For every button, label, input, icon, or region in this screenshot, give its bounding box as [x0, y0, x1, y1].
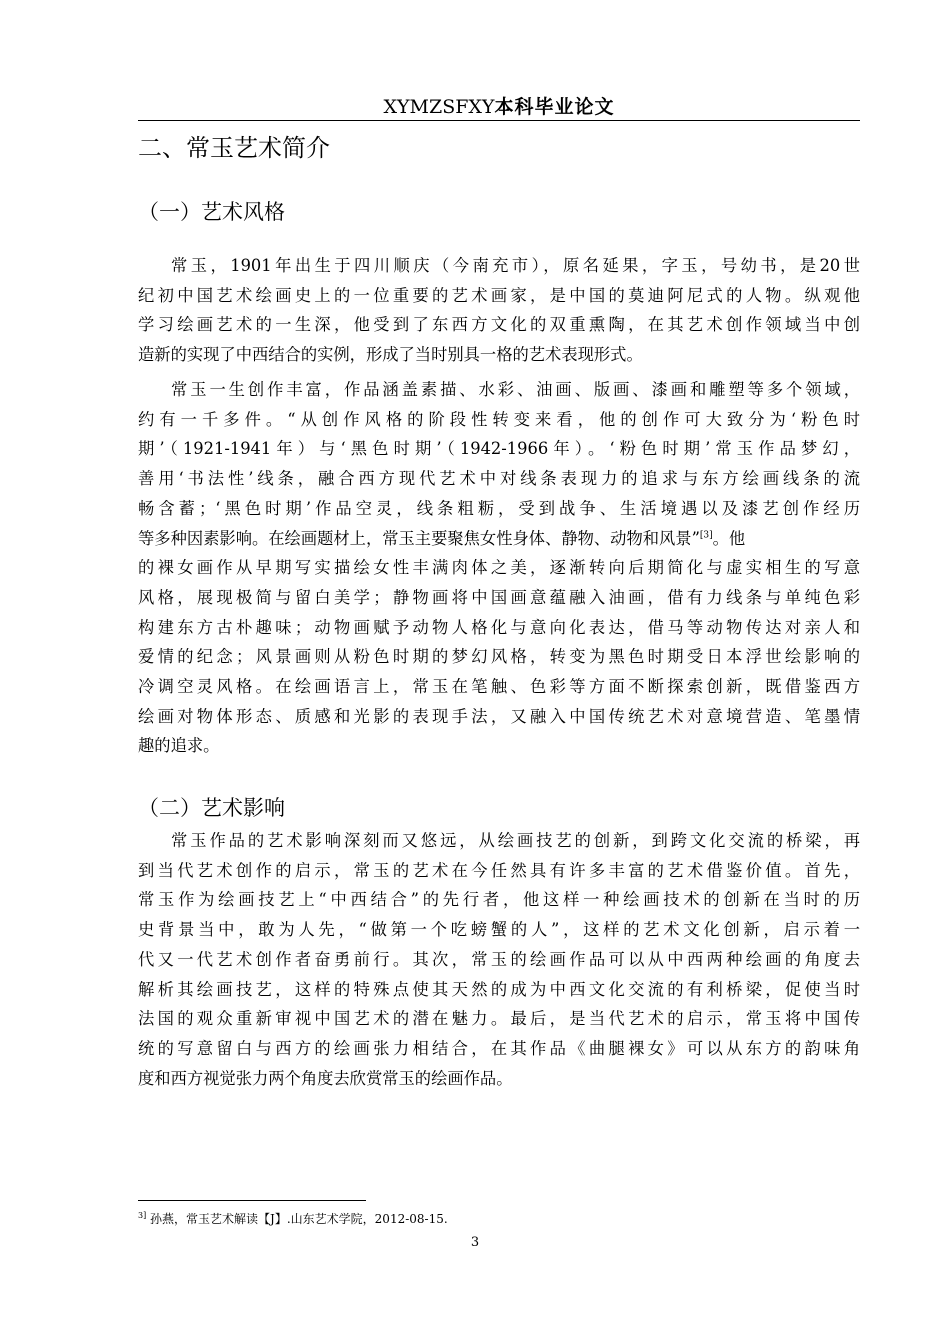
text-line: 常玉作为绘画技艺上“中西结合”的先行者，他这样一种绘画技术的创新在当时的历 — [138, 890, 860, 910]
text-line: 约有一千多件。“从创作风格的阶段性转变来看，他的创作可大致分为‘粉色时 — [138, 409, 860, 429]
paragraph-style-intro — [138, 251, 860, 370]
page-number: 3 — [470, 1235, 480, 1250]
text-line: 统的写意留白与西方的绘画张力相结合，在其作品《曲腿裸女》可以从东方的韵味角 — [138, 1038, 860, 1058]
text-line: 常玉一生创作丰富，作品涵盖素描、水彩、油画、版画、漆画和雕塑等多个领域， — [171, 380, 860, 399]
footnote — [138, 1210, 448, 1227]
header-code: XYMZSFXY — [383, 96, 495, 118]
subsection-title-style: （一）艺术风格 — [138, 200, 285, 224]
text-segment: 。他 — [712, 528, 746, 548]
text-line: 造新的实现了中西结合的实例，形成了当时别具一格的艺术表现形式。 — [138, 345, 643, 365]
footnote-separator — [138, 1200, 366, 1201]
text-line: 学习绘画艺术的一生深，他受到了东西方文化的双重熏陶，在其艺术创作领域当中创 — [138, 315, 860, 335]
text-line: 纪初中国艺术绘画史上的一位重要的艺术画家，是中国的莫迪阿尼式的人物。纵观他 — [138, 285, 860, 305]
footnote-mark: 3] — [138, 1211, 147, 1220]
text-line: 代又一代艺术创作者奋勇前行。其次，常玉的绘画作品可以从中西两种绘画的角度去 — [138, 949, 860, 969]
text-line: 善用‘书法性’线条，融合西方现代艺术中对线条表现力的追求与东方绘画线条的流 — [138, 469, 860, 489]
text-segment: 等多种因素影响。在绘画题材上，常玉主要聚焦女性身体、静物、动物和风景” — [138, 528, 700, 548]
text-line: 度和西方视觉张力两个角度去欣赏常玉的绘画作品。 — [138, 1068, 513, 1088]
footnote-text: 孙燕，常玉艺术解读【J】.山东艺术学院，2012-08-15. — [150, 1212, 448, 1226]
text-line: 构建东方古朴趣味；动物画赋予动物人格化与意向化表达，借马等动物传达对亲人和 — [138, 617, 860, 637]
citation-mark: [3] — [699, 530, 713, 541]
text-line: 畅含蓄；‘黑色时期’作品空灵，线条粗粝，受到战争、生活境遇以及漆艺创作经历 — [138, 498, 860, 518]
text-line: 爱情的纪念；风景画则从粉色时期的梦幻风格，转变为黑色时期受日本浮世绘影响的 — [138, 647, 860, 667]
text-line: 常玉作品的艺术影响深刻而又悠远，从绘画技艺的创新，到跨文化交流的桥梁，再 — [171, 831, 860, 850]
text-line: 风格，展现极简与留白美学；静物画将中国画意蕴融入油画，借有力线条与单纯色彩 — [138, 587, 860, 607]
text-line: 常玉，1901年出生于四川顺庆（今南充市），原名延果，字玉，号幼书，是20世 — [171, 256, 860, 275]
header-rule — [138, 120, 860, 121]
subsection-title-influence: （二）艺术影响 — [138, 796, 285, 820]
text-line: 到当代艺术创作的启示，常玉的艺术在今任然具有许多丰富的艺术借鉴价值。首先， — [138, 860, 860, 880]
header-title: 本科毕业论文 — [494, 96, 615, 118]
text-line: 冷调空灵风格。在绘画语言上，常玉在笔触、色彩等方面不断探索创新，既借鉴西方 — [138, 677, 860, 697]
text-line: 趣的追求。 — [138, 736, 220, 756]
text-line-with-citation — [138, 524, 860, 554]
page-header — [138, 94, 860, 120]
paragraph-influence — [138, 826, 860, 1093]
text-line: 绘画对物体形态、质感和光影的表现手法，又融入中国传统艺术对意境营造、笔墨情 — [138, 706, 860, 726]
text-line: 法国的观众重新审视中国艺术的潜在魅力。最后，是当代艺术的启示，常玉将中国传 — [138, 1009, 860, 1029]
paragraph-style-works — [138, 375, 860, 761]
text-line: 的裸女画作从早期写实描绘女性丰满肉体之美，逐渐转向后期简化与虚实相生的写意 — [138, 558, 860, 578]
text-line: 史背景当中，敢为人先，“做第一个吃螃蟹的人”，这样的艺术文化创新，启示着一 — [138, 920, 860, 940]
text-line: 解析其绘画技艺，这样的特殊点使其天然的成为中西文化交流的有利桥梁，促使当时 — [138, 979, 860, 999]
section-title: 二、常玉艺术简介 — [138, 134, 330, 162]
text-line: 期’（1921-1941年）与‘黑色时期’（1942-1966年）。‘粉色时期’常玉作品梦幻， — [138, 439, 860, 459]
